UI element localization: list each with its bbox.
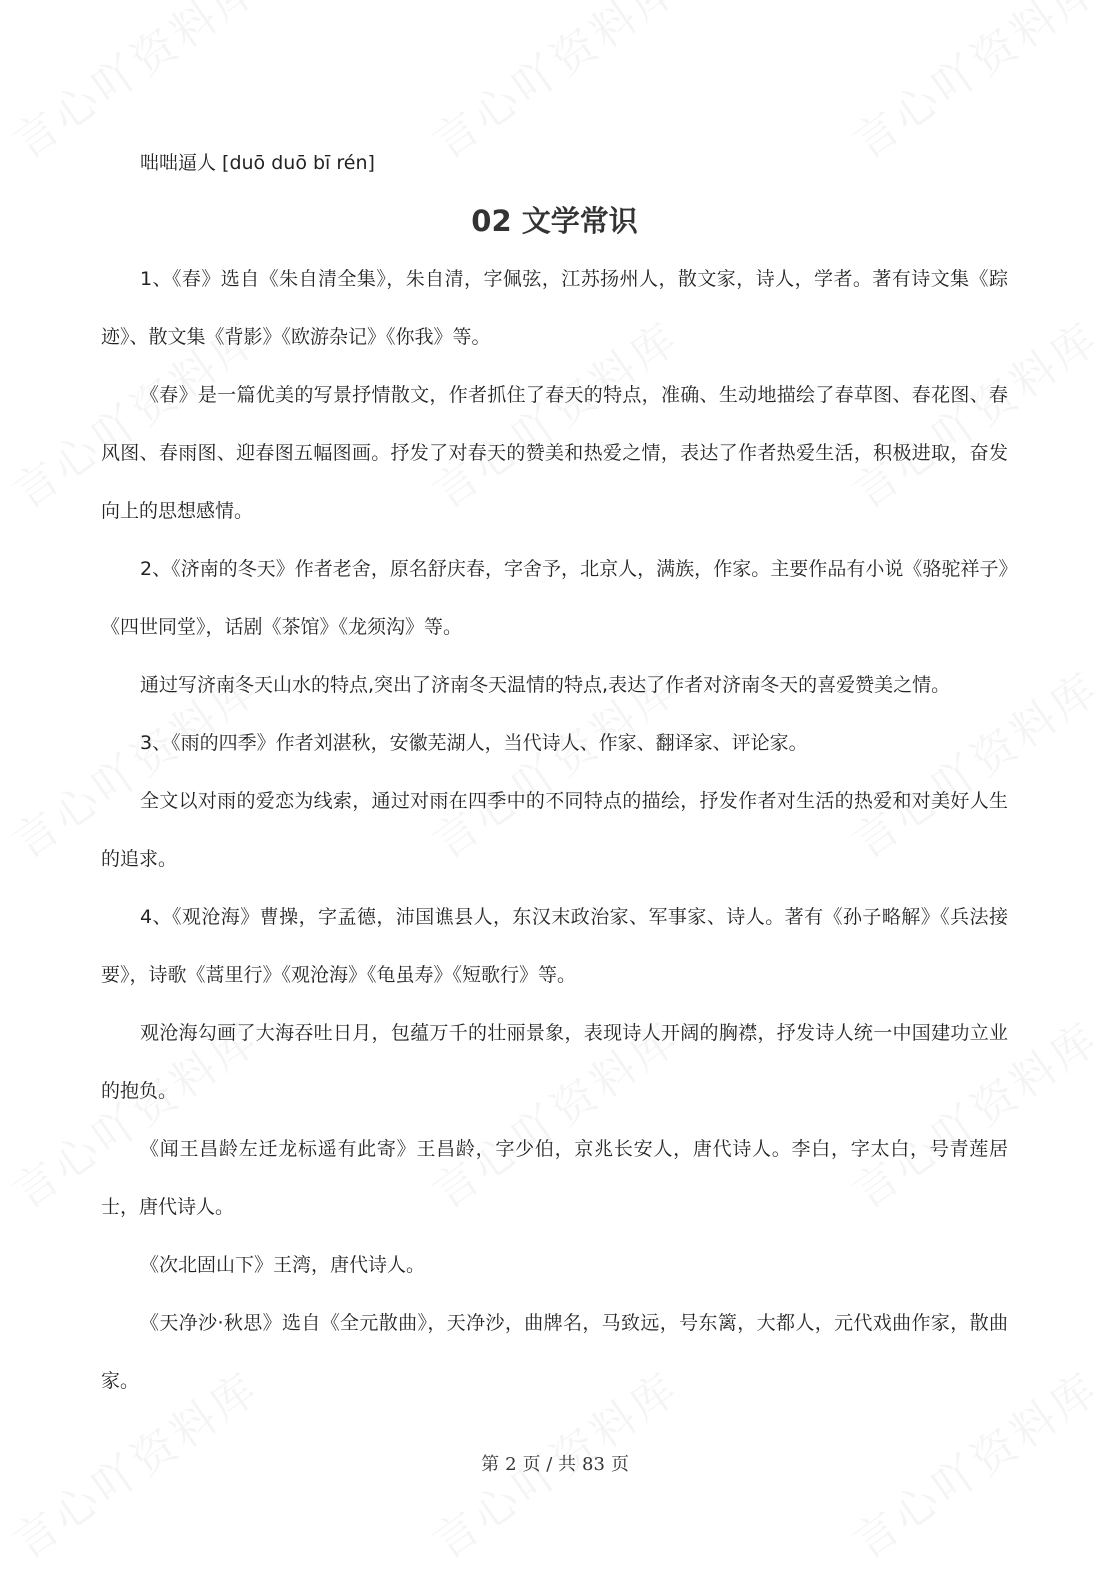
idiom-entry: 咄咄逼人 [duō duō bī rén]: [140, 152, 375, 174]
paragraph: 《闻王昌龄左迁龙标遥有此寄》王昌龄，字少伯，京兆长安人，唐代诗人。李白，字太白，号青莲居士，唐代诗人。: [101, 1138, 1008, 1218]
paragraph: 《天净沙·秋思》选自《全元散曲》，天净沙，曲牌名，马致远，号东篱，大都人，元代戏曲作家，散曲家。: [101, 1312, 1008, 1392]
paragraph: 3、《雨的四季》作者刘湛秋，安徽芜湖人，当代诗人、作家、翻译家、评论家。: [140, 732, 808, 754]
paragraph: 4、《观沧海》曹操，字孟德，沛国谯县人，东汉末政治家、军事家、诗人。著有《孙子略解》《兵法接要》，诗歌《蒿里行》《观沧海》《龟虽寿》《短歌行》等。: [101, 906, 1008, 986]
paragraph: 《次北固山下》王湾，唐代诗人。: [140, 1254, 426, 1276]
section-title: 02 文学常识: [471, 204, 638, 238]
paragraph: 《春》是一篇优美的写景抒情散文，作者抓住了春天的特点，准确、生动地描绘了春草图、春花图、春风图、春雨图、迎春图五幅图画。抒发了对春天的赞美和热爱之情，表达了作者热爱生活，积极进取，奋发向上的思想感情。: [101, 384, 1008, 522]
paragraph: 全文以对雨的爱恋为线索，通过对雨在四季中的不同特点的描绘，抒发作者对生活的热爱和对美好人生的追求。: [101, 790, 1008, 870]
paragraph: 1、《春》选自《朱自清全集》，朱自清，字佩弦，江苏扬州人，散文家，诗人，学者。著有诗文集《踪迹》、散文集《背影》《欧游杂记》《你我》等。: [101, 268, 1008, 348]
paragraph: 观沧海勾画了大海吞吐日月，包蕴万千的壮丽景象，表现诗人开阔的胸襟，抒发诗人统一中国建功立业的抱负。: [101, 1022, 1008, 1102]
footer-suffix: 页: [610, 1454, 629, 1475]
footer-prefix: 第: [481, 1454, 500, 1475]
paragraph: 2、《济南的冬天》作者老舍，原名舒庆春，字舍予，北京人，满族，作家。主要作品有小说《骆驼祥子》《四世同堂》，话剧《茶馆》《龙须沟》等。: [101, 558, 1008, 638]
document-body: [101, 134, 1008, 1410]
page-footer: [0, 1450, 1110, 1476]
current-page: 2: [505, 1454, 517, 1475]
total-pages: 83: [582, 1454, 605, 1475]
footer-mid: 页 / 共: [522, 1454, 577, 1475]
paragraph: 通过写济南冬天山水的特点,突出了济南冬天温情的特点,表达了作者对济南冬天的喜爱赞美之情。: [140, 674, 951, 696]
